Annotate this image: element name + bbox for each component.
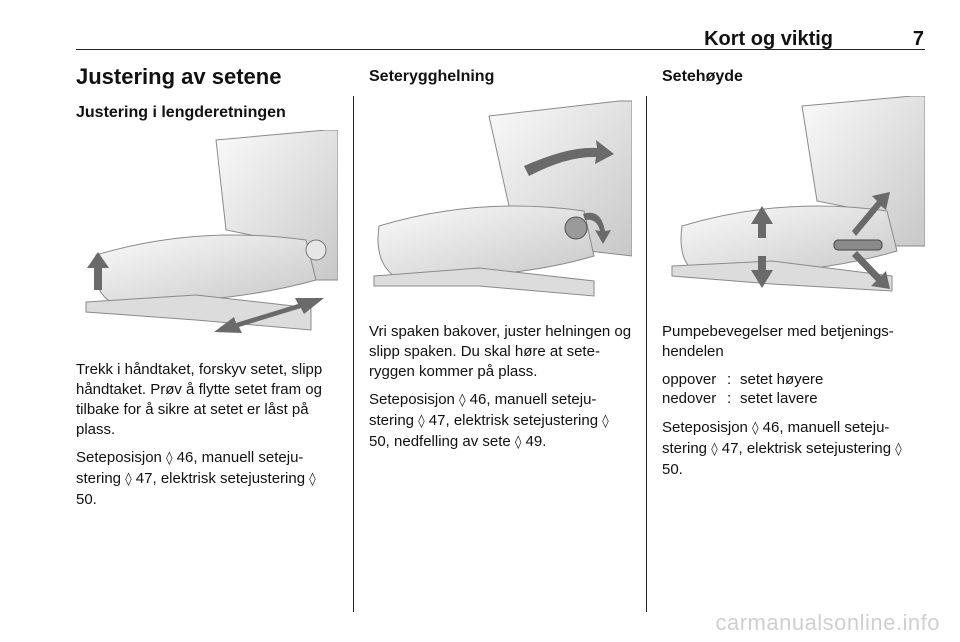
- page-number: 7: [912, 28, 924, 50]
- section-title: Justering av setene: [76, 64, 282, 89]
- table-sep: :: [727, 390, 732, 407]
- reference-arrow-icon: ◊: [309, 472, 316, 487]
- table-key: nedover: [662, 390, 717, 407]
- col2-reference: Seteposisjon ◊ 46, manuell seteju-stering ◊ 47, elektrisk setejustering ◊ 50, nedfelling av sete ◊ 49.: [369, 391, 609, 450]
- table-value: setet lavere: [740, 390, 818, 407]
- table-row: [662, 370, 823, 389]
- col2-body: [369, 322, 633, 461]
- subsection-title-lengthwise: Justering i lengderetningen: [76, 104, 286, 121]
- reference-arrow-icon: ◊: [514, 435, 522, 450]
- reference-arrow-icon: ◊: [418, 414, 425, 429]
- seat-cushion: [95, 235, 316, 302]
- seat-rail: [672, 261, 892, 291]
- seat-cushion: [378, 206, 594, 277]
- column-rule-1: [353, 96, 354, 612]
- section-title-height: Setehøyde: [662, 68, 743, 85]
- col1-body: [76, 360, 340, 518]
- col3-paragraph: Pumpebevegelser med betjenings-hendelen: [662, 323, 894, 360]
- reference-arrow-icon: ◊: [752, 421, 759, 436]
- recline-knob: [306, 240, 326, 260]
- height-table: [662, 370, 823, 408]
- table-key: oppover: [662, 371, 717, 388]
- col1-paragraph: Trekk i håndtaket, forskyv setet, slipp håndtaket. Prøv å flytte setet fram og tilbake for å sikre at setet er låst på plass.: [76, 361, 323, 438]
- figure-seat-lengthwise: [76, 130, 338, 340]
- col1-reference: Seteposisjon ◊ 46, manuell seteju-stering ◊ 47, elektrisk setejustering ◊ 50.: [76, 449, 316, 508]
- table-value: setet høyere: [740, 371, 824, 388]
- col2-paragraph: Vri spaken bakover, juster helningen og slipp spaken. Du skal høre at sete-ryggen kommer på plass.: [369, 323, 632, 380]
- reference-arrow-icon: ◊: [125, 472, 132, 487]
- reference-arrow-icon: ◊: [602, 414, 609, 429]
- running-head: Kort og viktig: [704, 28, 833, 50]
- reference-arrow-icon: ◊: [459, 393, 466, 408]
- section-title-backrest: Seterygghelning: [369, 68, 495, 85]
- watermark: carmanualsonline.info: [715, 610, 940, 635]
- table-sep: :: [727, 371, 732, 388]
- figure-seat-height: [662, 96, 925, 308]
- col3-body: [662, 322, 926, 488]
- figure-seat-backrest: [369, 96, 632, 308]
- reference-arrow-icon: ◊: [711, 442, 718, 457]
- height-lever: [834, 240, 882, 250]
- reference-arrow-icon: ◊: [166, 451, 173, 466]
- reference-arrow-icon: ◊: [895, 442, 902, 457]
- table-row: [662, 389, 823, 408]
- recline-lever: [565, 217, 587, 239]
- col3-reference: Seteposisjon ◊ 46, manuell seteju-stering ◊ 47, elektrisk setejustering ◊ 50.: [662, 419, 902, 478]
- column-rule-2: [646, 96, 647, 612]
